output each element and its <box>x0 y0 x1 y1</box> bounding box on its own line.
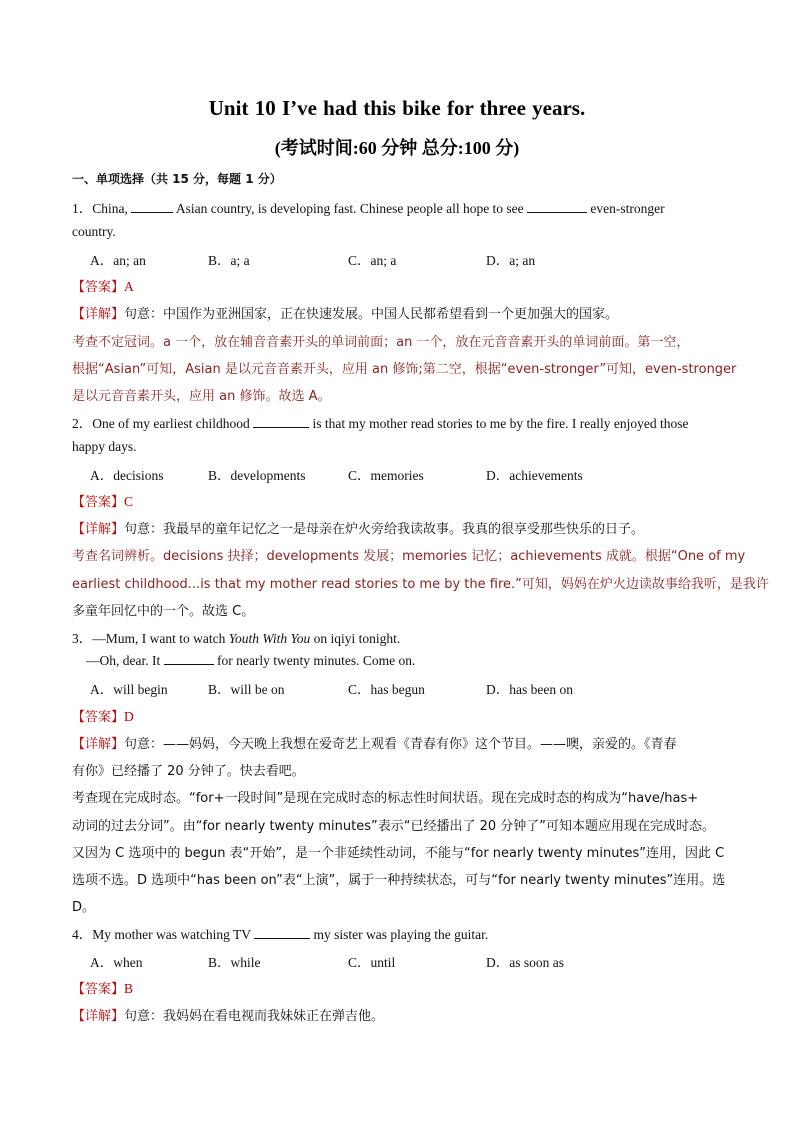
answer-blank <box>164 663 214 665</box>
detail-line: 选项不选。D 选项中“has been on”表“上演”，属于一种持续状态，可与“for nearly twenty minutes”连用。选 <box>72 873 726 888</box>
option-c: C．has begun <box>348 682 425 697</box>
detail-line: 动词的过去分词”。由“for nearly twenty minutes”表示“已经播出了 20 分钟了”可知本题应用现在完成时态。 <box>72 819 715 834</box>
option-d: D．a; an <box>486 253 536 268</box>
option-d: D．as soon as <box>486 955 564 970</box>
detail-line: 考查名词辨析。decisions 抉择；developments 发展；memories 记忆；achievements 成就。根据“One of my <box>72 549 746 564</box>
detail-line: 【详解】句意：我最早的童年记忆之一是母亲在炉火旁给我读故事。我真的很享受那些快乐的日子。 <box>72 522 645 537</box>
answer-line: 【答案】C <box>72 494 134 510</box>
option-d: D．achievements <box>486 468 583 483</box>
answer-line: 【答案】D <box>72 709 134 725</box>
option-a: A．decisions <box>90 468 164 483</box>
question-3-stem: 3．—Mum, I want to watch Youth With You on iqiyi tonight. <box>72 631 401 646</box>
question-2-stem: 2．One of my earliest childhood is that my mother read stories to me by the fire. I really enjoyed those <box>72 416 689 431</box>
detail-line: 又因为 C 选项中的 begun 表“开始”，是一个非延续性动词，不能与“for nearly twenty minutes”连用，因此 C <box>72 846 725 861</box>
answer-blank <box>254 937 310 939</box>
detail-line: 考查现在完成时态。“for+一段时间”是现在完成时态的标志性时间状语。现在完成时态的构成为“have/has+ <box>72 791 699 806</box>
question-1-stem: 1．China, Asian country, is developing fast. Chinese people all hope to see even-stronger <box>72 201 665 216</box>
detail-line: 【详解】句意：我妈妈在看电视而我妹妹正在弹吉他。 <box>72 1009 385 1024</box>
option-d: D．has been on <box>486 682 573 697</box>
question-1-stem-cont: country. <box>72 224 116 239</box>
question-2-stem-cont: happy days. <box>72 439 137 454</box>
option-b: B．a; a <box>208 253 250 268</box>
answer-blank <box>131 211 173 213</box>
detail-line: 【详解】句意：中国作为亚洲国家，正在快速发展。中国人民都希望看到一个更加强大的国家。 <box>72 307 619 322</box>
option-b: B．developments <box>208 468 306 483</box>
detail-line: 考查不定冠词。a 一个，放在辅音音素开头的单词前面；an 一个，放在元音音素开头的单词前面。第一空， <box>72 335 690 350</box>
detail-line: 【详解】句意：——妈妈，今天晚上我想在爱奇艺上观看《青春有你》这个节目。——噢，亲爱的。《青春 <box>72 737 677 752</box>
page-title: Unit 10 I’ve had this bike for three years. <box>208 96 586 120</box>
detail-line: 是以元音音素开头，应用 an 修饰。故选 A。 <box>72 389 331 404</box>
question-3-reply: —Oh, dear. It for nearly twenty minutes. Come on. <box>86 653 416 668</box>
option-a: A．an; an <box>90 253 146 268</box>
detail-line: D。 <box>72 900 96 915</box>
option-c: C．an; a <box>348 253 397 268</box>
exam-info: (考试时间:60 分钟 总分:100 分) <box>274 138 520 158</box>
option-c: C．memories <box>348 468 424 483</box>
option-a: A．will begin <box>90 682 168 697</box>
answer-line: 【答案】A <box>72 279 134 295</box>
detail-line: 根据“Asian”可知，Asian 是以元音音素开头，应用 an 修饰;第二空，根据“even-stronger”可知，even-stronger <box>72 362 737 377</box>
option-b: B．will be on <box>208 682 285 697</box>
detail-line: earliest childhood...is that my mother read stories to me by the fire.”可知，妈妈在炉火边读故事给我听，是我许 <box>72 577 769 592</box>
program-title: Youth With You <box>228 631 311 646</box>
detail-line: 有你》已经播了 20 分钟了。快去看吧。 <box>72 764 305 779</box>
answer-blank <box>253 426 309 428</box>
detail-line: 多童年回忆中的一个。故选 C。 <box>72 604 255 619</box>
option-c: C．until <box>348 955 396 970</box>
question-4-stem: 4．My mother was watching TV my sister was playing the guitar. <box>72 927 489 942</box>
option-a: A．when <box>90 955 143 970</box>
section-heading: 一、单项选择（共 15 分，每题 1 分） <box>72 172 282 186</box>
option-b: B．while <box>208 955 261 970</box>
answer-line: 【答案】B <box>72 981 134 997</box>
answer-blank <box>527 211 587 213</box>
